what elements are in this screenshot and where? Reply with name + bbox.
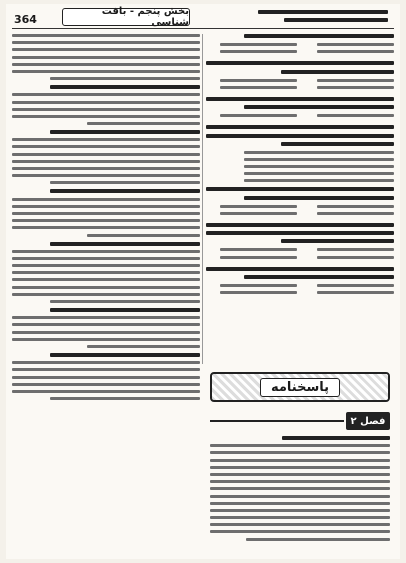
question-options <box>206 43 394 57</box>
answer-paragraph <box>12 308 200 348</box>
question-options <box>206 79 394 93</box>
question-options <box>206 248 394 262</box>
question-text <box>206 187 394 199</box>
book-title-text <box>258 10 388 24</box>
page <box>6 4 400 559</box>
answers-left-column <box>12 34 200 554</box>
header-rule <box>12 28 394 29</box>
question-options-list <box>206 151 394 183</box>
answers-banner-label: پاسخنامه <box>260 378 340 397</box>
question-text <box>206 34 394 38</box>
answer-paragraph <box>12 189 200 236</box>
question-text <box>206 125 394 145</box>
answer-paragraph <box>12 130 200 184</box>
answer-paragraph <box>12 85 200 125</box>
answer-paragraph <box>12 353 200 400</box>
question-text <box>206 267 394 279</box>
question-options <box>206 284 394 298</box>
section-label: فصل ۲ <box>346 412 390 430</box>
question-options <box>206 114 394 121</box>
section-rule <box>210 420 344 422</box>
answers-banner <box>210 372 390 402</box>
question-options <box>206 205 394 219</box>
page-number: 364 <box>14 13 37 26</box>
chapter-header: بخش پنجم - بافت شناسی <box>62 8 190 26</box>
question-text <box>206 97 394 109</box>
questions-column <box>206 34 394 364</box>
question-text <box>206 223 394 243</box>
answers-right-column <box>210 436 390 556</box>
answer-paragraph <box>12 34 200 80</box>
answer-paragraph <box>12 242 200 304</box>
column-divider <box>202 34 203 364</box>
question-text <box>206 61 394 73</box>
